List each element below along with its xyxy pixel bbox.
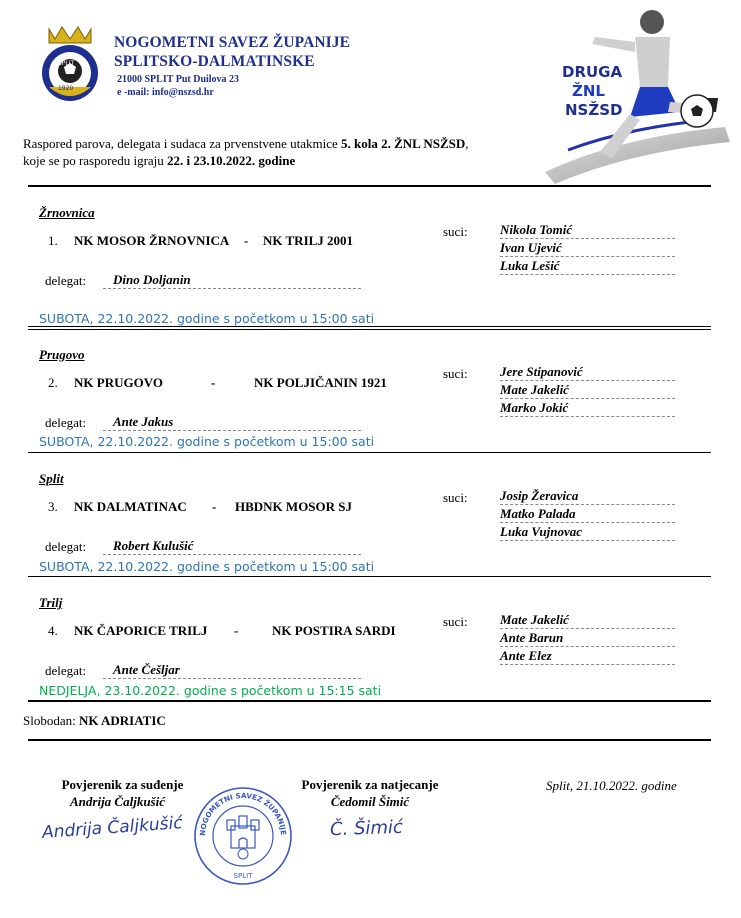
left-signatory-name: Andrija Čaljkušić: [70, 794, 165, 809]
home-team: NK DALMATINAC: [74, 499, 187, 514]
divider-4: [28, 700, 711, 702]
referee-1: Nikola Tomić: [500, 222, 675, 239]
referee-3: Ante Elez: [500, 648, 675, 665]
right-signatory-title: Povjerenik za natjecanje: [301, 777, 439, 792]
logo-text-split: SPLIT: [58, 60, 75, 67]
venue: Žrnovnica: [39, 205, 95, 220]
intro-line1-text: Raspored parova, delegata i sudaca za prvenstvene utakmice: [23, 136, 341, 151]
intro-comma: ,: [465, 136, 469, 151]
logo-year: 1920: [58, 85, 74, 92]
match-dash: -: [211, 375, 216, 390]
match-dash: -: [234, 623, 239, 638]
stamp-bottom-text: SPLIT: [233, 872, 253, 880]
match-number: 1.: [48, 233, 58, 248]
divider-top: [28, 185, 711, 187]
home-team: NK PRUGOVO: [74, 375, 163, 390]
league-logo-line-3: NSŽSD: [565, 101, 623, 119]
intro-line-2: [23, 152, 563, 169]
left-signature: Andrija Čaljkušić: [41, 813, 184, 843]
divider-1b: [28, 329, 711, 330]
divider-3: [28, 576, 711, 577]
divider-2: [28, 452, 711, 453]
bye-team-line: [23, 713, 166, 729]
delegate-name: Robert Kulušić: [103, 538, 361, 555]
away-team: NK TRILJ 2001: [263, 233, 354, 248]
stamp-text: NOGOMETNI SAVEZ ŽUPANIJE: [197, 790, 289, 837]
away-team: HBDNK MOSOR SJ: [235, 499, 353, 514]
intro-round: 5. kola 2. ŽNL NSŽSD: [341, 136, 466, 151]
match-number: 2.: [48, 375, 58, 390]
match-time: SUBOTA, 22.10.2022. godine s početkom u 15:00 sati: [39, 311, 375, 326]
match-dash: -: [244, 233, 249, 248]
divider-bottom: [28, 739, 711, 741]
org-address: 21000 SPLIT Put Duilova 23: [117, 74, 240, 85]
referee-1: Mate Jakelić: [500, 612, 675, 629]
venue: Trilj: [39, 595, 63, 610]
org-email: e -mail: info@nszsd.hr: [117, 87, 214, 98]
referee-2: Mate Jakelić: [500, 382, 675, 399]
org-name-line1: NOGOMETNI SAVEZ ŽUPANIJE: [114, 34, 351, 51]
delegate-name: Ante Češljar: [103, 662, 361, 679]
away-team: NK POSTIRA SARDI: [272, 623, 396, 638]
referees-label: suci:: [443, 614, 468, 629]
svg-text:NOGOMETNI SAVEZ ŽUPANIJE SPLIT: [193, 786, 288, 836]
venue: Split: [39, 471, 64, 486]
league-logo-line-1: DRUGA: [562, 63, 623, 81]
referee-1: Josip Žeravica: [500, 488, 675, 505]
referee-3: Luka Lešić: [500, 258, 675, 275]
delegate-name: Dino Doljanin: [103, 272, 361, 289]
intro-line-1: [23, 135, 563, 152]
delegate-label: delegat:: [45, 663, 87, 678]
place-date: Split, 21.10.2022. godine: [546, 778, 677, 793]
league-logo: [540, 2, 740, 187]
intro-text: [23, 135, 563, 169]
venue: Prugovo: [39, 347, 85, 362]
org-name-line2: SPLITSKO-DALMATINSKE: [114, 53, 315, 70]
league-logo-line-2: ŽNL: [572, 82, 605, 100]
referee-2: Ante Barun: [500, 630, 675, 647]
match-number: 3.: [48, 499, 58, 514]
delegate-name: Ante Jakus: [103, 414, 361, 431]
right-signature: Č. Šimić: [329, 816, 404, 841]
bye-team: NK ADRIATIC: [78, 713, 166, 728]
referee-3: Marko Jokić: [500, 400, 675, 417]
referee-2: Matko Palada: [500, 506, 675, 523]
left-signatory-title: Povjerenik za suđenje: [61, 777, 184, 792]
divider-1a: [28, 326, 711, 327]
delegate-label: delegat:: [45, 539, 87, 554]
intro-dates: 22. i 23.10.2022. godine: [167, 153, 296, 168]
referees-label: suci:: [443, 224, 468, 239]
match-time: SUBOTA, 22.10.2022. godine s početkom u 15:00 sati: [39, 434, 375, 449]
referees-label: suci:: [443, 490, 468, 505]
referees-label: suci:: [443, 366, 468, 381]
delegate-label: delegat:: [45, 273, 87, 288]
match-time: SUBOTA, 22.10.2022. godine s početkom u 15:00 sati: [39, 559, 375, 574]
intro-line2-text: koje se po rasporedu igraju: [23, 153, 168, 168]
right-signatory-name: Čedomil Šimić: [330, 794, 410, 809]
official-stamp: [193, 786, 293, 886]
referee-2: Ivan Ujević: [500, 240, 675, 257]
referee-3: Luka Vujnovac: [500, 524, 675, 541]
away-team: NK POLJIČANIN 1921: [254, 375, 387, 390]
home-team: NK MOSOR ŽRNOVNICA: [74, 233, 230, 248]
match-dash: -: [212, 499, 217, 514]
match-number: 4.: [48, 623, 58, 638]
bye-label: Slobodan:: [23, 713, 79, 728]
referee-1: Jere Stipanović: [500, 364, 675, 381]
match-time: NEDJELJA, 23.10.2022. godine s početkom u 15:15 sati: [39, 683, 382, 698]
home-team: NK ČAPORICE TRILJ: [74, 623, 208, 638]
delegate-label: delegat:: [45, 415, 87, 430]
